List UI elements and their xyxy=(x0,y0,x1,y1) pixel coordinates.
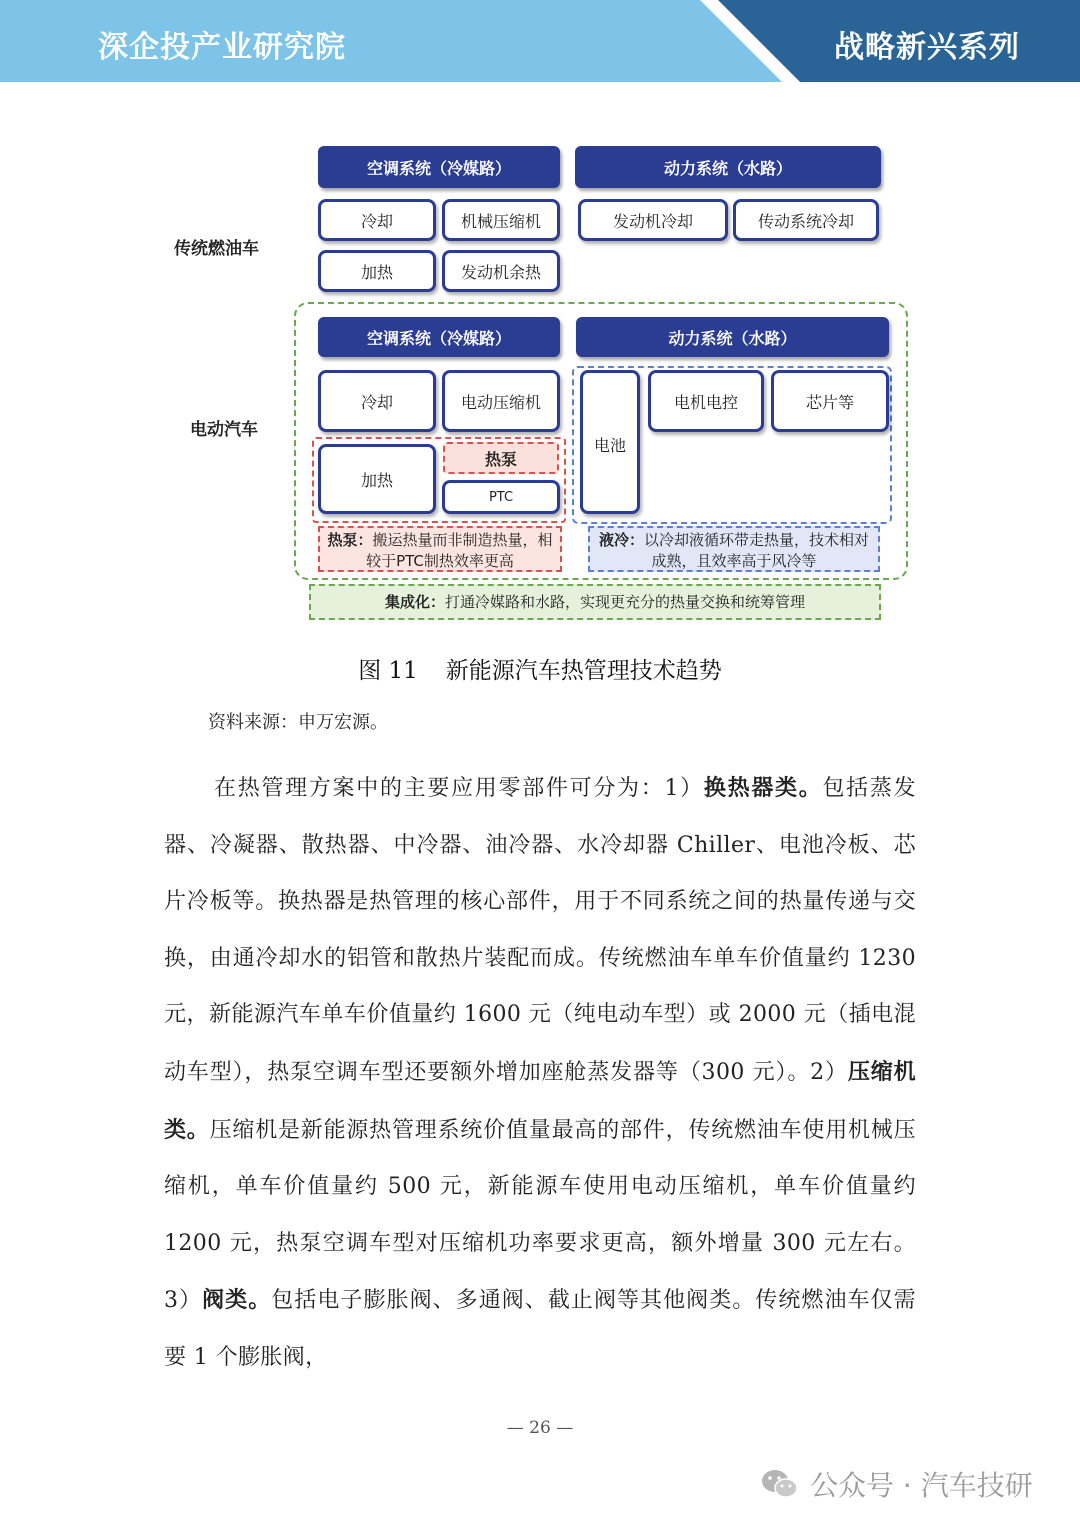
electric-cool-cell: 冷却 xyxy=(318,370,436,432)
figure-source: 资料来源：申万宏源。 xyxy=(208,712,388,733)
mechanical-compressor-cell: 机械压缩机 xyxy=(442,199,560,241)
body-text-3: 压缩机是新能源热管理系统价值量最高的部件，传统燃油车使用机械压缩机，单车价值量约 500 元，新能源车使用电动压缩机，单车价值量约 1200 元，热泵空调车型对压缩机功率要求更高，额外增量 300 元左右。3） xyxy=(164,1117,916,1314)
body-bold-compressor: 压缩机类。 xyxy=(164,1058,917,1143)
integration-note-text: 打通冷媒路和水路，实现更充分的热量交换和统筹管理 xyxy=(445,592,806,611)
watermark-text: 公众号 · 汽车技研 xyxy=(810,1469,1033,1502)
liquid-cooling-note xyxy=(588,526,880,572)
body-paragraph xyxy=(164,760,916,1387)
body-bold-heat-exchanger: 换热器类。 xyxy=(703,775,823,801)
wechat-watermark xyxy=(760,1462,1033,1506)
traditional-ac-header: 空调系统（冷媒路） xyxy=(318,146,560,188)
integration-note xyxy=(309,584,881,620)
transmission-cooling-cell: 传动系统冷却 xyxy=(733,199,879,241)
heat-pump-label: 热泵 xyxy=(443,442,559,474)
traditional-heat-cell: 加热 xyxy=(318,250,436,292)
electric-power-header: 动力系统（水路） xyxy=(576,317,889,357)
wechat-icon xyxy=(760,1467,800,1501)
thermal-management-diagram xyxy=(0,0,1080,640)
electric-compressor-cell: 电动压缩机 xyxy=(442,370,560,432)
body-text-4: 包括电子膨胀阀、多通阀、截止阀等其他阀类。传统燃油车仅需要 1 个膨胀阀， xyxy=(164,1288,917,1370)
page-number: — 26 — xyxy=(506,1418,574,1438)
body-text-1: 在热管理方案中的主要应用零部件可分为：1） xyxy=(214,776,704,801)
heat-pump-note-text: 搬运热量而非制造热量，相较于PTC制热效率更高 xyxy=(366,531,553,570)
body-text-2: 包括蒸发器、冷凝器、散热器、中冷器、油冷器、水冷却器 Chiller、电池冷板、芯片冷板等。换热器是热管理的核心部件，用于不同系统之间的热量传递与交换，由通冷却水的铝管和散热片装配而成。传统燃油车单车价值量约 1230 元，新能源汽车单车价值量约 1600 元（纯电动车型）或 2000 元（插电混动车型），热泵空调车型还要额外增加座舱蒸发器等（300 元）。2） xyxy=(164,776,916,1085)
liquid-cooling-note-title: 液冷： xyxy=(598,531,644,549)
electric-ac-header: 空调系统（冷媒路） xyxy=(318,317,560,357)
battery-cell: 电池 xyxy=(580,370,640,514)
institute-name: 深企投产业研究院 xyxy=(98,30,346,65)
series-name: 战略新兴系列 xyxy=(834,30,1020,65)
integration-note-title: 集成化： xyxy=(384,592,445,611)
ptc-cell: PTC xyxy=(442,480,560,514)
figure-caption xyxy=(0,652,1080,685)
electric-car-label: 电动汽车 xyxy=(190,420,258,440)
motor-control-cell: 电机电控 xyxy=(648,370,764,432)
body-bold-valve: 阀类。 xyxy=(202,1287,272,1314)
chip-cell xyxy=(771,370,889,432)
heat-pump-note-title: 热泵： xyxy=(327,531,373,549)
figure-number: 图 11 xyxy=(358,658,418,684)
heat-pump-note xyxy=(318,526,562,572)
traditional-cool-cell: 冷却 xyxy=(318,199,436,241)
engine-cooling-cell: 发动机冷却 xyxy=(578,199,728,241)
chip-cell-label: 芯片等 xyxy=(805,392,854,412)
traditional-car-label: 传统燃油车 xyxy=(174,239,259,259)
liquid-cooling-note-text: 以冷却液循环带走热量，技术相对成熟，且效率高于风冷等 xyxy=(644,531,870,570)
electric-heat-cell: 加热 xyxy=(318,444,436,514)
traditional-power-header: 动力系统（水路） xyxy=(575,146,881,188)
figure-title: 新能源汽车热管理技术趋势 xyxy=(445,658,722,684)
engine-waste-heat-cell: 发动机余热 xyxy=(442,250,560,292)
